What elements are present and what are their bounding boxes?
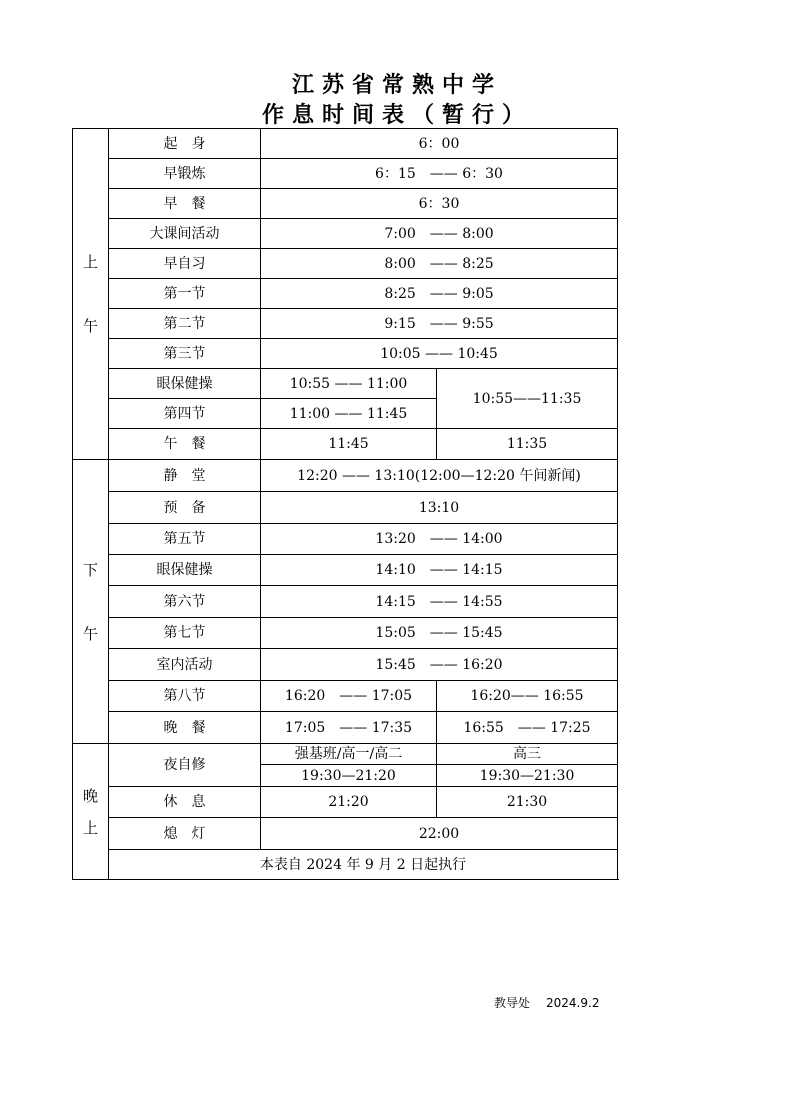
row-time-right: 19:30—21:30	[437, 765, 618, 787]
table-row	[73, 369, 618, 399]
row-label: 大课间活动	[109, 219, 261, 249]
table-row	[73, 850, 618, 880]
row-label: 熄 灯	[109, 818, 261, 850]
row-label: 第八节	[109, 681, 261, 712]
page-subtitle: 作息时间表（暂行）	[261, 103, 532, 128]
row-label: 早 餐	[109, 189, 261, 219]
row-label: 第三节	[109, 339, 261, 369]
row-label: 早锻炼	[109, 159, 261, 189]
grade-head-left: 强基班/高一/高二	[261, 744, 437, 765]
table-row	[73, 219, 618, 249]
table-row	[73, 555, 618, 586]
period-evening	[73, 744, 109, 880]
table-row	[73, 249, 618, 279]
table-row	[73, 524, 618, 555]
row-label: 休 息	[109, 787, 261, 818]
table-row	[73, 309, 618, 339]
row-label: 夜自修	[109, 744, 261, 787]
table-row	[73, 618, 618, 649]
row-label: 第四节	[109, 399, 261, 429]
table-row	[73, 586, 618, 618]
table-row	[73, 339, 618, 369]
period-morning	[73, 129, 109, 460]
row-time-right: 16:20—— 16:55	[437, 681, 618, 712]
footer-signature	[494, 994, 599, 1011]
row-time: 13:20 —— 14:00	[261, 524, 618, 555]
effective-note: 本表自 2024 年 9 月 2 日起执行	[109, 850, 618, 880]
period-afternoon	[73, 460, 109, 744]
row-time: 10:05 —— 10:45	[261, 339, 618, 369]
row-label: 室内活动	[109, 649, 261, 681]
row-time: 14:15 —— 14:55	[261, 586, 618, 618]
row-time: 8:00 —— 8:25	[261, 249, 618, 279]
row-time: 15:45 —— 16:20	[261, 649, 618, 681]
row-time-right: 10:55——11:35	[437, 369, 618, 429]
row-time-left: 17:05 —— 17:35	[261, 712, 437, 744]
row-time-right: 21:30	[437, 787, 618, 818]
table-row	[73, 818, 618, 850]
row-time-left: 19:30—21:20	[261, 765, 437, 787]
row-label: 眼保健操	[109, 369, 261, 399]
table-row	[73, 712, 618, 744]
row-time: 6：30	[261, 189, 618, 219]
row-label: 午 餐	[109, 429, 261, 460]
table-row	[73, 159, 618, 189]
row-label: 晚 餐	[109, 712, 261, 744]
row-time-left: 11:00 —— 11:45	[261, 399, 437, 429]
row-time: 22:00	[261, 818, 618, 850]
period-char: 上	[82, 818, 98, 837]
row-time: 13:10	[261, 492, 618, 524]
row-label: 起 身	[109, 129, 261, 159]
row-time: 9:15 —— 9:55	[261, 309, 618, 339]
row-time: 6：00	[261, 129, 618, 159]
row-label: 第五节	[109, 524, 261, 555]
row-time: 7:00 —— 8:00	[261, 219, 618, 249]
period-char: 上	[82, 253, 98, 271]
row-time-left: 11:45	[261, 429, 437, 460]
table-row	[73, 492, 618, 524]
schedule-table	[72, 128, 618, 880]
row-label: 第一节	[109, 279, 261, 309]
table-row	[73, 189, 618, 219]
row-label: 早自习	[109, 249, 261, 279]
issue-date: 2024.9.2	[546, 996, 600, 1010]
row-time: 12:20 —— 13:10(12:00—12:20 午间新闻)	[261, 460, 618, 492]
table-row	[73, 460, 618, 492]
row-time: 6：15 —— 6：30	[261, 159, 618, 189]
row-time: 15:05 —— 15:45	[261, 618, 618, 649]
page-title: 江苏省常熟中学	[291, 73, 502, 98]
row-time-left: 16:20 —— 17:05	[261, 681, 437, 712]
table-row	[73, 787, 618, 818]
table-row	[73, 681, 618, 712]
period-char: 晚	[82, 786, 98, 805]
table-row	[73, 129, 618, 159]
row-time: 14:10 —— 14:15	[261, 555, 618, 586]
table-row	[73, 649, 618, 681]
row-time-left: 21:20	[261, 787, 437, 818]
row-label: 第二节	[109, 309, 261, 339]
row-label: 静 堂	[109, 460, 261, 492]
row-label: 第六节	[109, 586, 261, 618]
period-char: 下	[82, 560, 98, 579]
row-time-left: 10:55 —— 11:00	[261, 369, 437, 399]
row-label: 眼保健操	[109, 555, 261, 586]
period-char: 午	[82, 317, 98, 335]
office-name: 教导处	[494, 996, 531, 1010]
table-row	[73, 279, 618, 309]
row-label: 预 备	[109, 492, 261, 524]
period-char: 午	[82, 624, 98, 643]
table-row	[73, 744, 618, 765]
row-time-right: 16:55 —— 17:25	[437, 712, 618, 744]
row-time: 8:25 —— 9:05	[261, 279, 618, 309]
row-label: 第七节	[109, 618, 261, 649]
table-row	[73, 429, 618, 460]
grade-head-right: 高三	[437, 744, 618, 765]
row-time-right: 11:35	[437, 429, 618, 460]
